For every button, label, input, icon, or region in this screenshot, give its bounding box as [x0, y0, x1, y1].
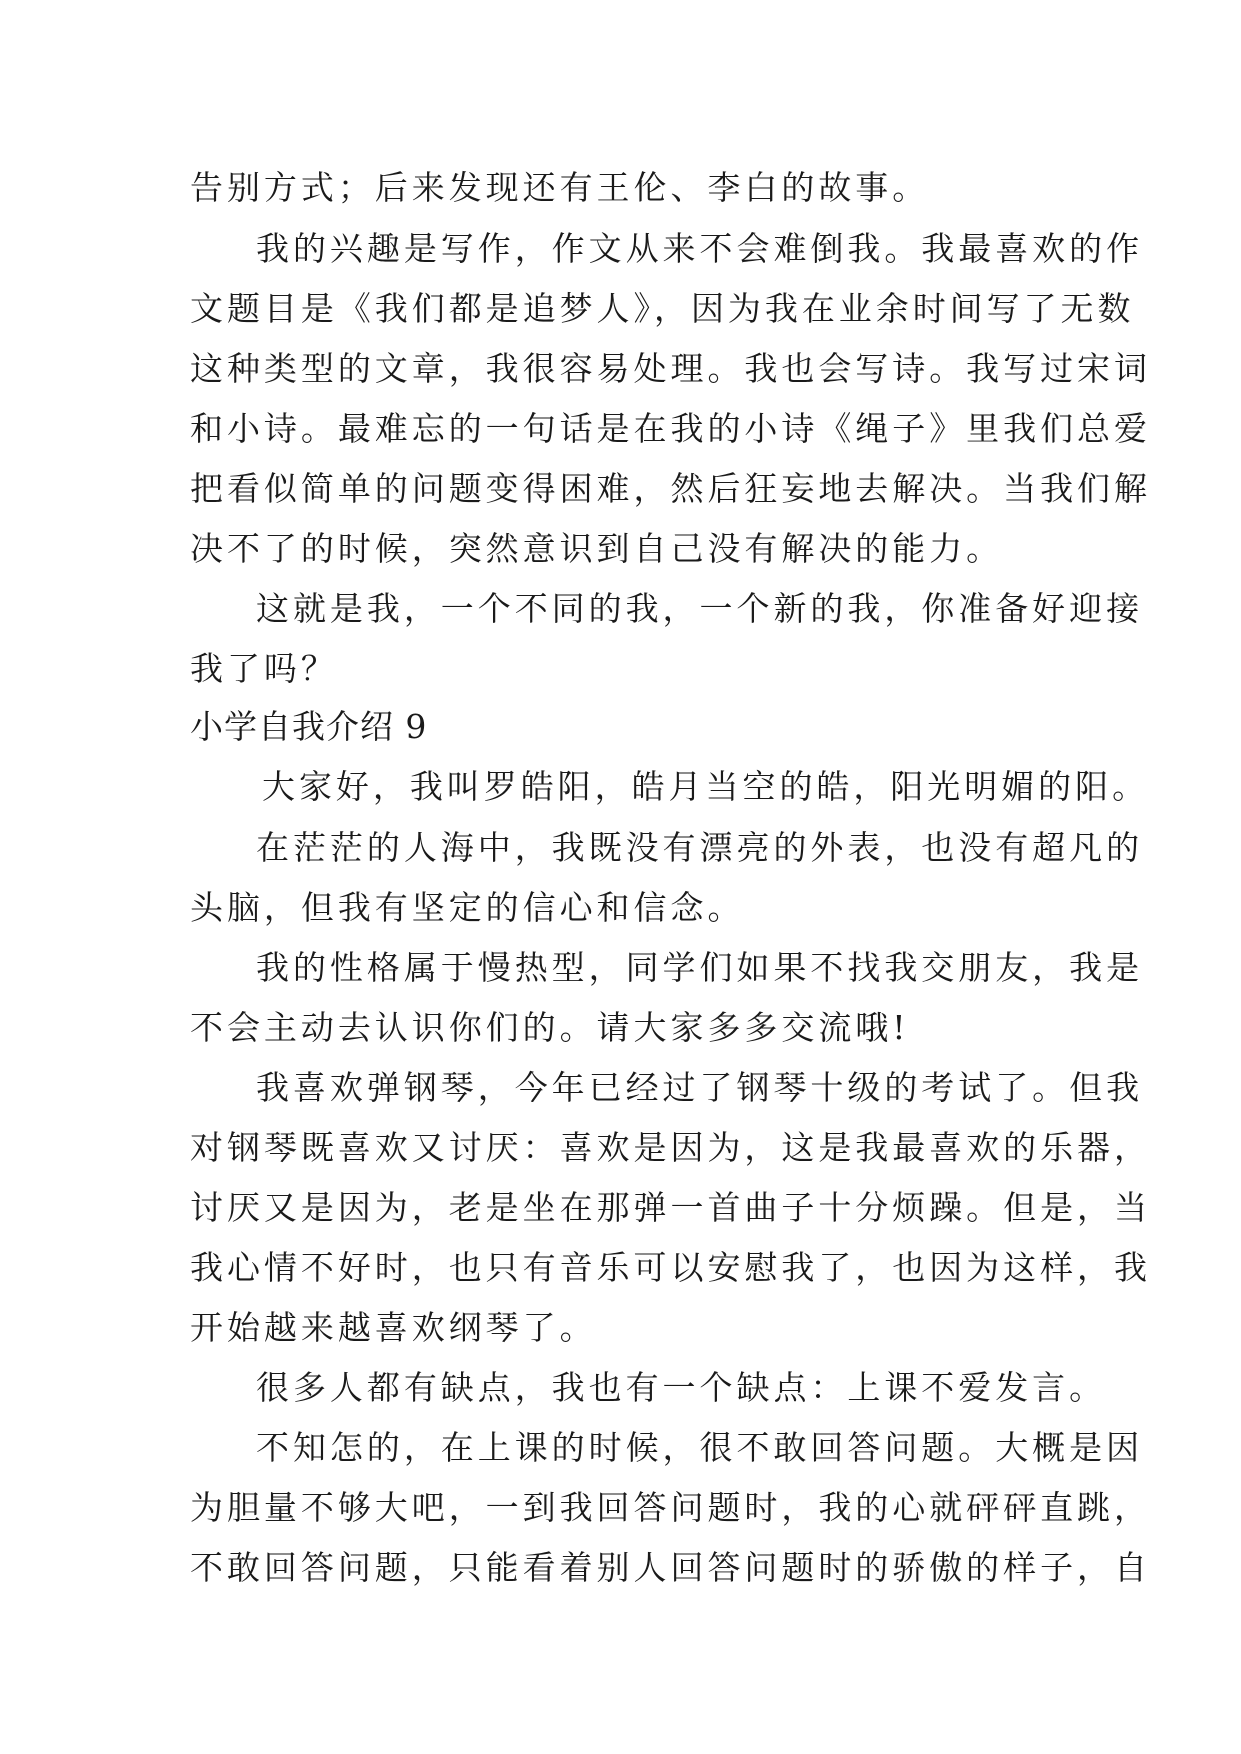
text-line-3: 文题目是《我们都是追梦人》，因为我在业余时间写了无数 — [190, 289, 1135, 328]
text-line-1: 告别方式；后来发现还有王伦、李白的故事。 — [190, 168, 930, 207]
text-line-21: 很多人都有缺点，我也有一个缺点：上课不爱发言。 — [256, 1368, 1107, 1407]
text-line-12: 在茫茫的人海中，我既没有漂亮的外表，也没有超凡的 — [256, 828, 1144, 867]
text-line-23: 为胆量不够大吧，一到我回答问题时，我的心就砰砰直跳， — [190, 1488, 1151, 1527]
text-line-22: 不知怎的，在上课的时候，很不敢回答问题。大概是因 — [256, 1428, 1144, 1467]
text-line-18: 讨厌又是因为，老是坐在那弹一首曲子十分烦躁。但是，当 — [190, 1188, 1151, 1227]
text-line-17: 对钢琴既喜欢又讨厌：喜欢是因为，这是我最喜欢的乐器， — [190, 1128, 1151, 1167]
text-line-11: 大家好，我叫罗皓阳，皓月当空的皓，阳光明媚的阳。 — [262, 767, 1150, 806]
text-line-19: 我心情不好时，也只有音乐可以安慰我了，也因为这样，我 — [190, 1248, 1151, 1287]
text-line-6: 把看似简单的问题变得困难，然后狂妄地去解决。当我们解 — [190, 469, 1151, 508]
text-line-5: 和小诗。最难忘的一句话是在我的小诗《绳子》里我们总爱 — [190, 409, 1151, 448]
text-line-24: 不敢回答问题，只能看着别人回答问题时的骄傲的样子，自 — [190, 1548, 1151, 1587]
text-line-14: 我的性格属于慢热型，同学们如果不找我交朋友，我是 — [256, 948, 1144, 987]
text-line-16: 我喜欢弹钢琴，今年已经过了钢琴十级的考试了。但我 — [256, 1068, 1144, 1107]
text-line-9: 我了吗？ — [190, 649, 338, 688]
text-line-13: 头脑，但我有坚定的信心和信念。 — [190, 888, 745, 927]
text-line-4: 这种类型的文章，我很容易处理。我也会写诗。我写过宋词 — [190, 349, 1151, 388]
section-heading: 小学自我介绍 9 — [190, 707, 428, 746]
text-line-7: 决不了的时候，突然意识到自己没有解决的能力。 — [190, 529, 1004, 568]
text-line-2: 我的兴趣是写作，作文从来不会难倒我。我最喜欢的作 — [256, 229, 1144, 268]
text-line-8: 这就是我，一个不同的我，一个新的我，你准备好迎接 — [256, 589, 1144, 628]
text-line-15: 不会主动去认识你们的。请大家多多交流哦! — [190, 1008, 910, 1047]
text-line-20: 开始越来越喜欢纲琴了。 — [190, 1308, 597, 1347]
